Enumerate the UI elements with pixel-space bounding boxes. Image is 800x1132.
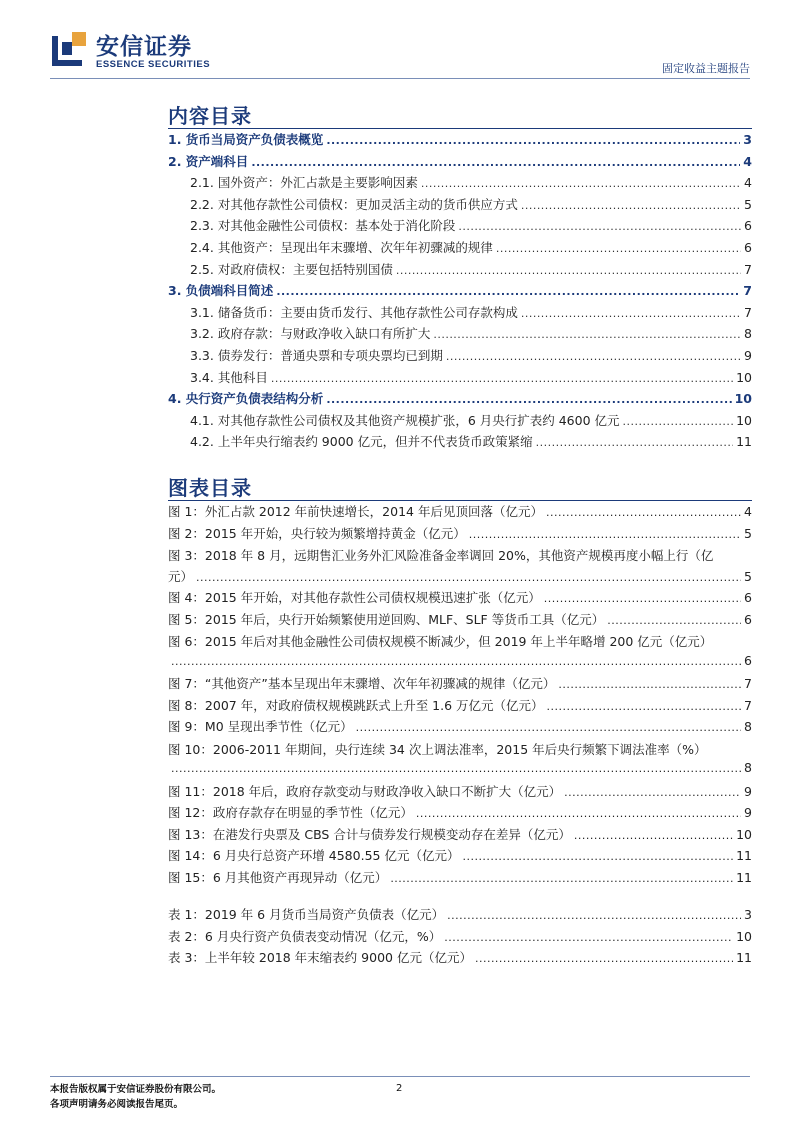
figure-entry[interactable]: 图 9：M0 呈现出季节性（亿元） ..... 8 [168,717,752,739]
figure-entry[interactable]: 图 5：2015 年后，央行开始频繁使用逆回购、MLF、SLF 等货币工具（亿元） ..... 6 [168,610,752,632]
footer-divider [50,1076,750,1077]
toc-title: 内容目录 [168,104,252,128]
toc-entry[interactable]: 1. 货币当局资产负债表概览 ..... 3 [168,130,752,152]
table-entry[interactable]: 表 2：6 月央行资产负债表变动情况（亿元，%） ..... 10 [168,927,752,949]
toc-entry[interactable]: 2.1. 国外资产：外汇占款是主要影响因素 ..... 4 [168,173,752,195]
report-type: 固定收益主题报告 [662,62,750,75]
table-list [168,905,752,970]
page-header [0,0,800,82]
toc-entry[interactable]: 3. 负债端科目简述 ..... 7 [168,281,752,303]
figure-entry[interactable]: 图 12：政府存款存在明显的季节性（亿元） ..... 9 [168,803,752,825]
toc-entry[interactable]: 4.2. 上半年央行缩表约 9000 亿元，但并不代表货币政策紧缩 ..... 11 [168,432,752,454]
toc-entry[interactable]: 3.3. 债券发行：普通央票和专项央票均已到期 ..... 9 [168,346,752,368]
essence-logo-icon [50,30,88,68]
toc-entry[interactable]: 2.3. 对其他金融性公司债权：基本处于消化阶段 ..... 6 [168,216,752,238]
figure-entry[interactable]: 图 7：“其他资产”基本呈现出年末骤增、次年年初骤减的规律（亿元） ..... 7 [168,674,752,696]
table-entry[interactable]: 表 3：上半年较 2018 年末缩表约 9000 亿元（亿元） ..... 11 [168,948,752,970]
figure-entry[interactable]: 图 14：6 月央行总资产环增 4580.55 亿元（亿元） ..... 11 [168,846,752,868]
toc-entry[interactable]: 3.2. 政府存款：与财政净收入缺口有所扩大 ..... 8 [168,324,752,346]
page-number: 2 [396,1083,403,1094]
figures-title: 图表目录 [168,476,252,500]
table-entry[interactable]: 表 1：2019 年 6 月货币当局资产负债表（亿元） ..... 3 [168,905,752,927]
table-of-contents [168,130,752,454]
toc-title-divider [168,128,752,129]
figure-entry[interactable]: 图 1：外汇占款 2012 年前快速增长，2014 年后见顶回落（亿元） ..... 4 [168,502,752,524]
footer-copyright: 本报告版权属于安信证券股份有限公司。 [50,1084,222,1095]
figure-entry[interactable]: 图 11：2018 年后，政府存款变动与财政净收入缺口不断扩大（亿元） ..... 9 [168,782,752,804]
figure-entry[interactable]: 图 10：2006-2011 年期间，央行连续 34 次上调法准率，2015 年后央行频繁下调法准率（%） ..... 8 [168,739,752,782]
figure-entry[interactable]: 图 8：2007 年，对政府债权规模跳跃式上升至 1.6 万亿元（亿元） ..... 7 [168,696,752,718]
figure-entry[interactable]: 图 6：2015 年后对其他金融性公司债权规模不断减少，但 2019 年上半年略增 200 亿元（亿元） ..... 6 [168,631,752,674]
footer-notice: 各项声明请务必阅读报告尾页。 [50,1099,184,1110]
figure-entry[interactable]: 图 3：2018 年 8 月，远期售汇业务外汇风险准备金率调回 20%，其他资产规模再度小幅上行（亿 元） ..... 5 [168,545,752,588]
toc-entry[interactable]: 2.4. 其他资产：呈现出年末骤增、次年年初骤减的规律 ..... 6 [168,238,752,260]
brand-name-en: ESSENCE SECURITIES [96,59,211,70]
figures-title-divider [168,500,752,501]
figure-entry[interactable]: 图 15：6 月其他资产再现异动（亿元） ..... 11 [168,868,752,890]
header-divider [50,78,750,79]
toc-entry[interactable]: 4. 央行资产负债表结构分析 ..... 10 [168,389,752,411]
toc-entry[interactable]: 2. 资产端科目 ..... 4 [168,152,752,174]
figure-entry[interactable]: 图 4：2015 年开始，对其他存款性公司债权规模迅速扩张（亿元） ..... 6 [168,588,752,610]
footer-disclaimer [50,1082,221,1112]
toc-entry[interactable]: 2.2. 对其他存款性公司债权：更加灵活主动的货币供应方式 ..... 5 [168,195,752,217]
figure-entry[interactable]: 图 2：2015 年开始，央行较为频繁增持黄金（亿元） ..... 5 [168,524,752,546]
toc-entry[interactable]: 3.4. 其他科目 ..... 10 [168,368,752,390]
toc-entry[interactable]: 3.1. 储备货币：主要由货币发行、其他存款性公司存款构成 ..... 7 [168,303,752,325]
brand-name: 安信证券 [96,34,192,60]
figure-list [168,502,752,889]
figure-entry[interactable]: 图 13：在港发行央票及 CBS 合计与债券发行规模变动存在差异（亿元） ..... 10 [168,825,752,847]
toc-entry[interactable]: 2.5. 对政府债权：主要包括特别国债 ..... 7 [168,260,752,282]
toc-entry[interactable]: 4.1. 对其他存款性公司债权及其他资产规模扩张，6 月央行扩表约 4600 亿元 ..... 10 [168,411,752,433]
